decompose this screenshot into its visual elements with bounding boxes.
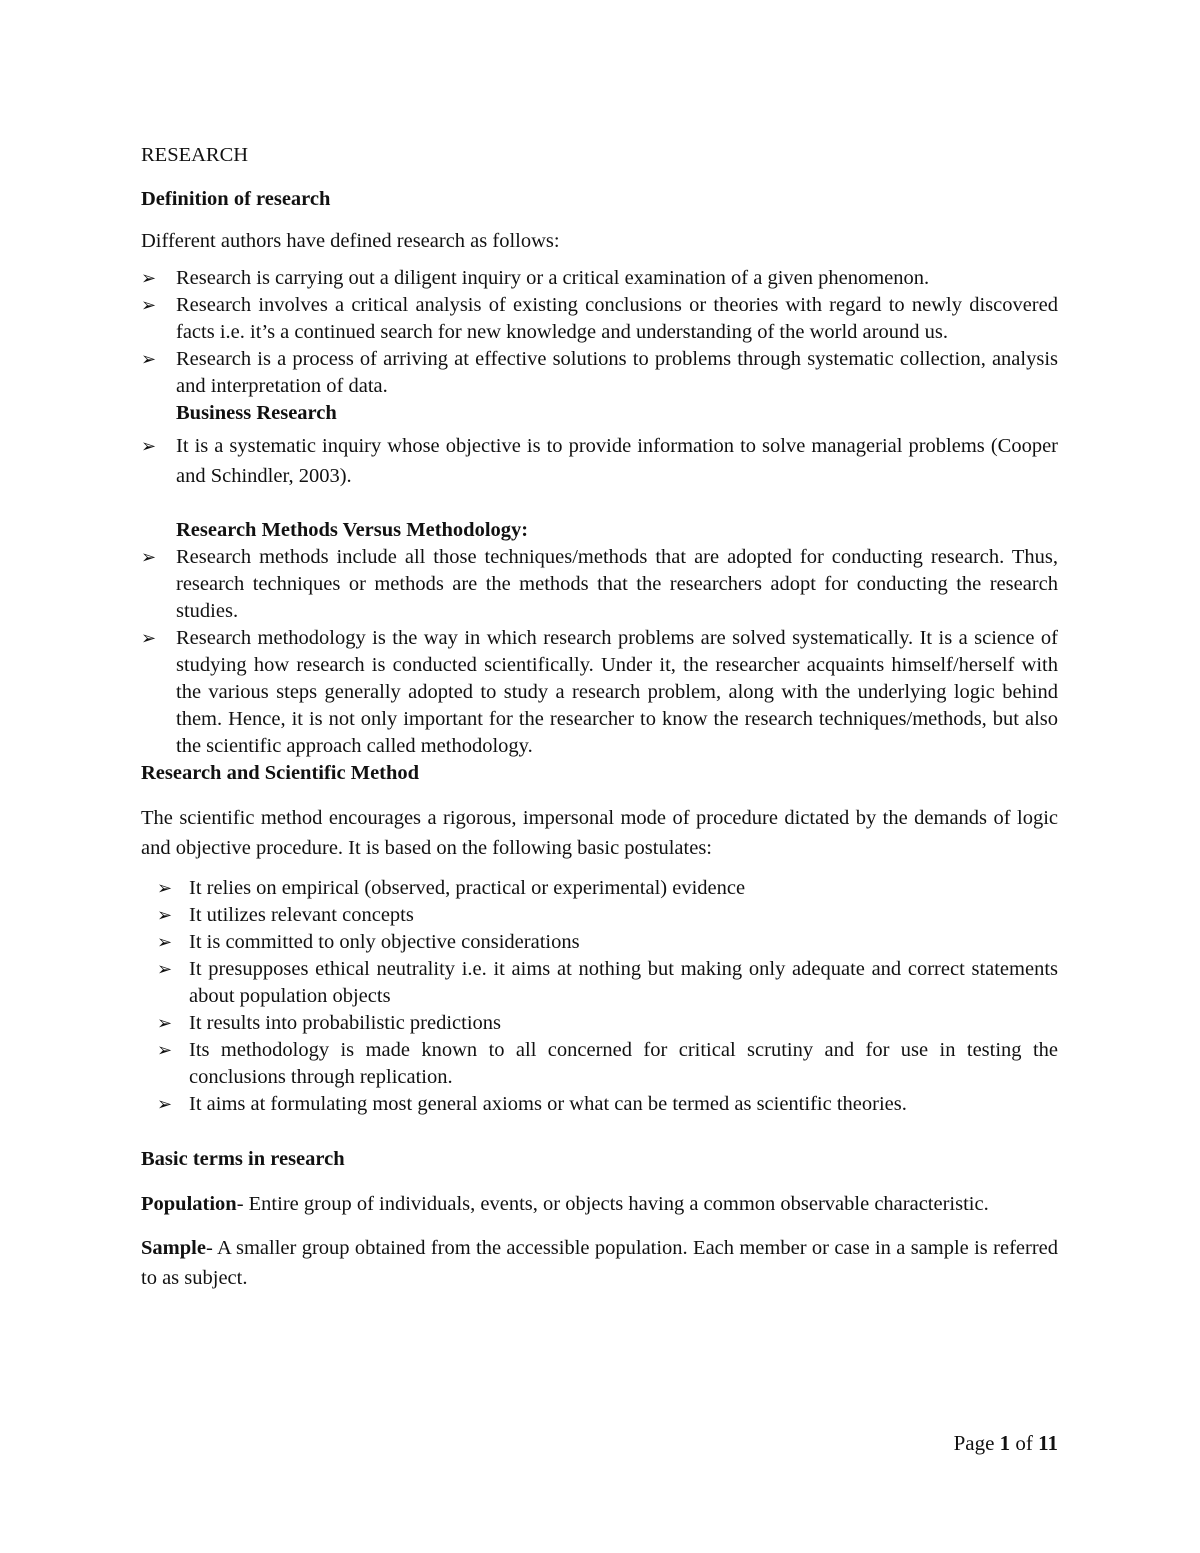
bullet-arrow-icon: ➢ [141,547,157,567]
total-pages: 11 [1038,1431,1058,1455]
scientific-paragraph: The scientific method encourages a rigorous, impersonal mode of procedure dictated by the demands of logic and objective procedure. It is based on the following basic postulates: [141,807,1058,859]
population-term: Population [141,1193,237,1215]
bullet-arrow-icon: ➢ [157,1040,173,1060]
bullet-arrow-icon: ➢ [141,628,157,648]
scientific-list [141,875,1058,1118]
document-body [141,142,1058,1293]
list-item: ➢ Its methodology is made known to all concerned for critical scrutiny and for use in testing the conclusions through replication. [157,1039,1058,1088]
list-item: ➢ Research methodology is the way in which research problems are solved systematically. It is a science of studying how research is conducted scientifically. Under it, the researcher acquaints himself/herself with the various steps generally adopted to study a research problem, along with the underlying logic behind them. Hence, it is not only important for the researcher to know the research techniques/methods, but also the scientific approach called methodology. [141,627,1058,757]
list-item: ➢ It is a systematic inquiry whose objective is to provide information to solve managerial problems (Cooper and Schindler, 2003). [141,431,1058,491]
page-number [954,1430,1058,1457]
list-item: ➢ It utilizes relevant concepts [141,902,1058,929]
bullet-arrow-icon: ➢ [141,295,157,315]
bullet-arrow-icon: ➢ [157,1013,173,1033]
definition-list [141,265,1058,400]
business-heading: Business Research [176,402,337,424]
bullet-arrow-icon: ➢ [157,905,173,925]
list-item: ➢ Research methods include all those techniques/methods that are adopted for conducting research. Thus, research techniques or methods are the methods that the researchers adopt for conducting the research studies. [141,546,1058,622]
list-item: ➢ It aims at formulating most general axioms or what can be termed as scientific theories. [141,1091,1058,1118]
list-item: ➢ It is committed to only objective considerations [141,929,1058,956]
document-title: RESEARCH [141,144,249,166]
scientific-heading: Research and Scientific Method [141,762,420,784]
list-item: ➢ It results into probabilistic predictions [141,1010,1058,1037]
population-text: - Entire group of individuals, events, or objects having a common observable characteristic. [236,1193,989,1215]
page-label: Page [953,1431,995,1455]
basic-terms-heading: Basic terms in research [141,1148,345,1170]
list-item: ➢ Research is a process of arriving at effective solutions to problems through systematic collection, analysis and interpretation of data. [141,348,1058,397]
list-item: ➢ It presupposes ethical neutrality i.e. it aims at nothing but making only adequate and correct statements about population objects [157,958,1058,1007]
population-definition [141,1189,1058,1219]
bullet-arrow-icon: ➢ [157,1094,173,1114]
bullet-arrow-icon: ➢ [141,436,157,456]
bullet-arrow-icon: ➢ [141,349,157,369]
list-item: ➢ Research involves a critical analysis of existing conclusions or theories with regard to newly discovered facts i.e. it’s a continued search for new knowledge and understanding of the world around us. [141,294,1058,343]
bullet-arrow-icon: ➢ [141,268,157,288]
bullet-arrow-icon: ➢ [157,959,173,979]
current-page: 1 [999,1431,1011,1455]
bullet-arrow-icon: ➢ [157,932,173,952]
methods-list [141,544,1058,760]
of-label: of [1015,1431,1033,1455]
list-item: ➢ It relies on empirical (observed, practical or experimental) evidence [141,875,1058,902]
definition-intro: Different authors have defined research as follows: [141,230,560,252]
business-list [141,431,1058,491]
methods-heading: Research Methods Versus Methodology: [176,519,529,541]
sample-definition [141,1233,1058,1293]
definition-heading: Definition of research [141,188,331,210]
bullet-arrow-icon: ➢ [157,878,173,898]
sample-text: - A smaller group obtained from the accessible population. Each member or case in a sample is referred to as subject. [141,1237,1058,1289]
sample-term: Sample [141,1237,206,1259]
list-item: ➢ Research is carrying out a diligent inquiry or a critical examination of a given phenomenon. [141,265,1058,292]
